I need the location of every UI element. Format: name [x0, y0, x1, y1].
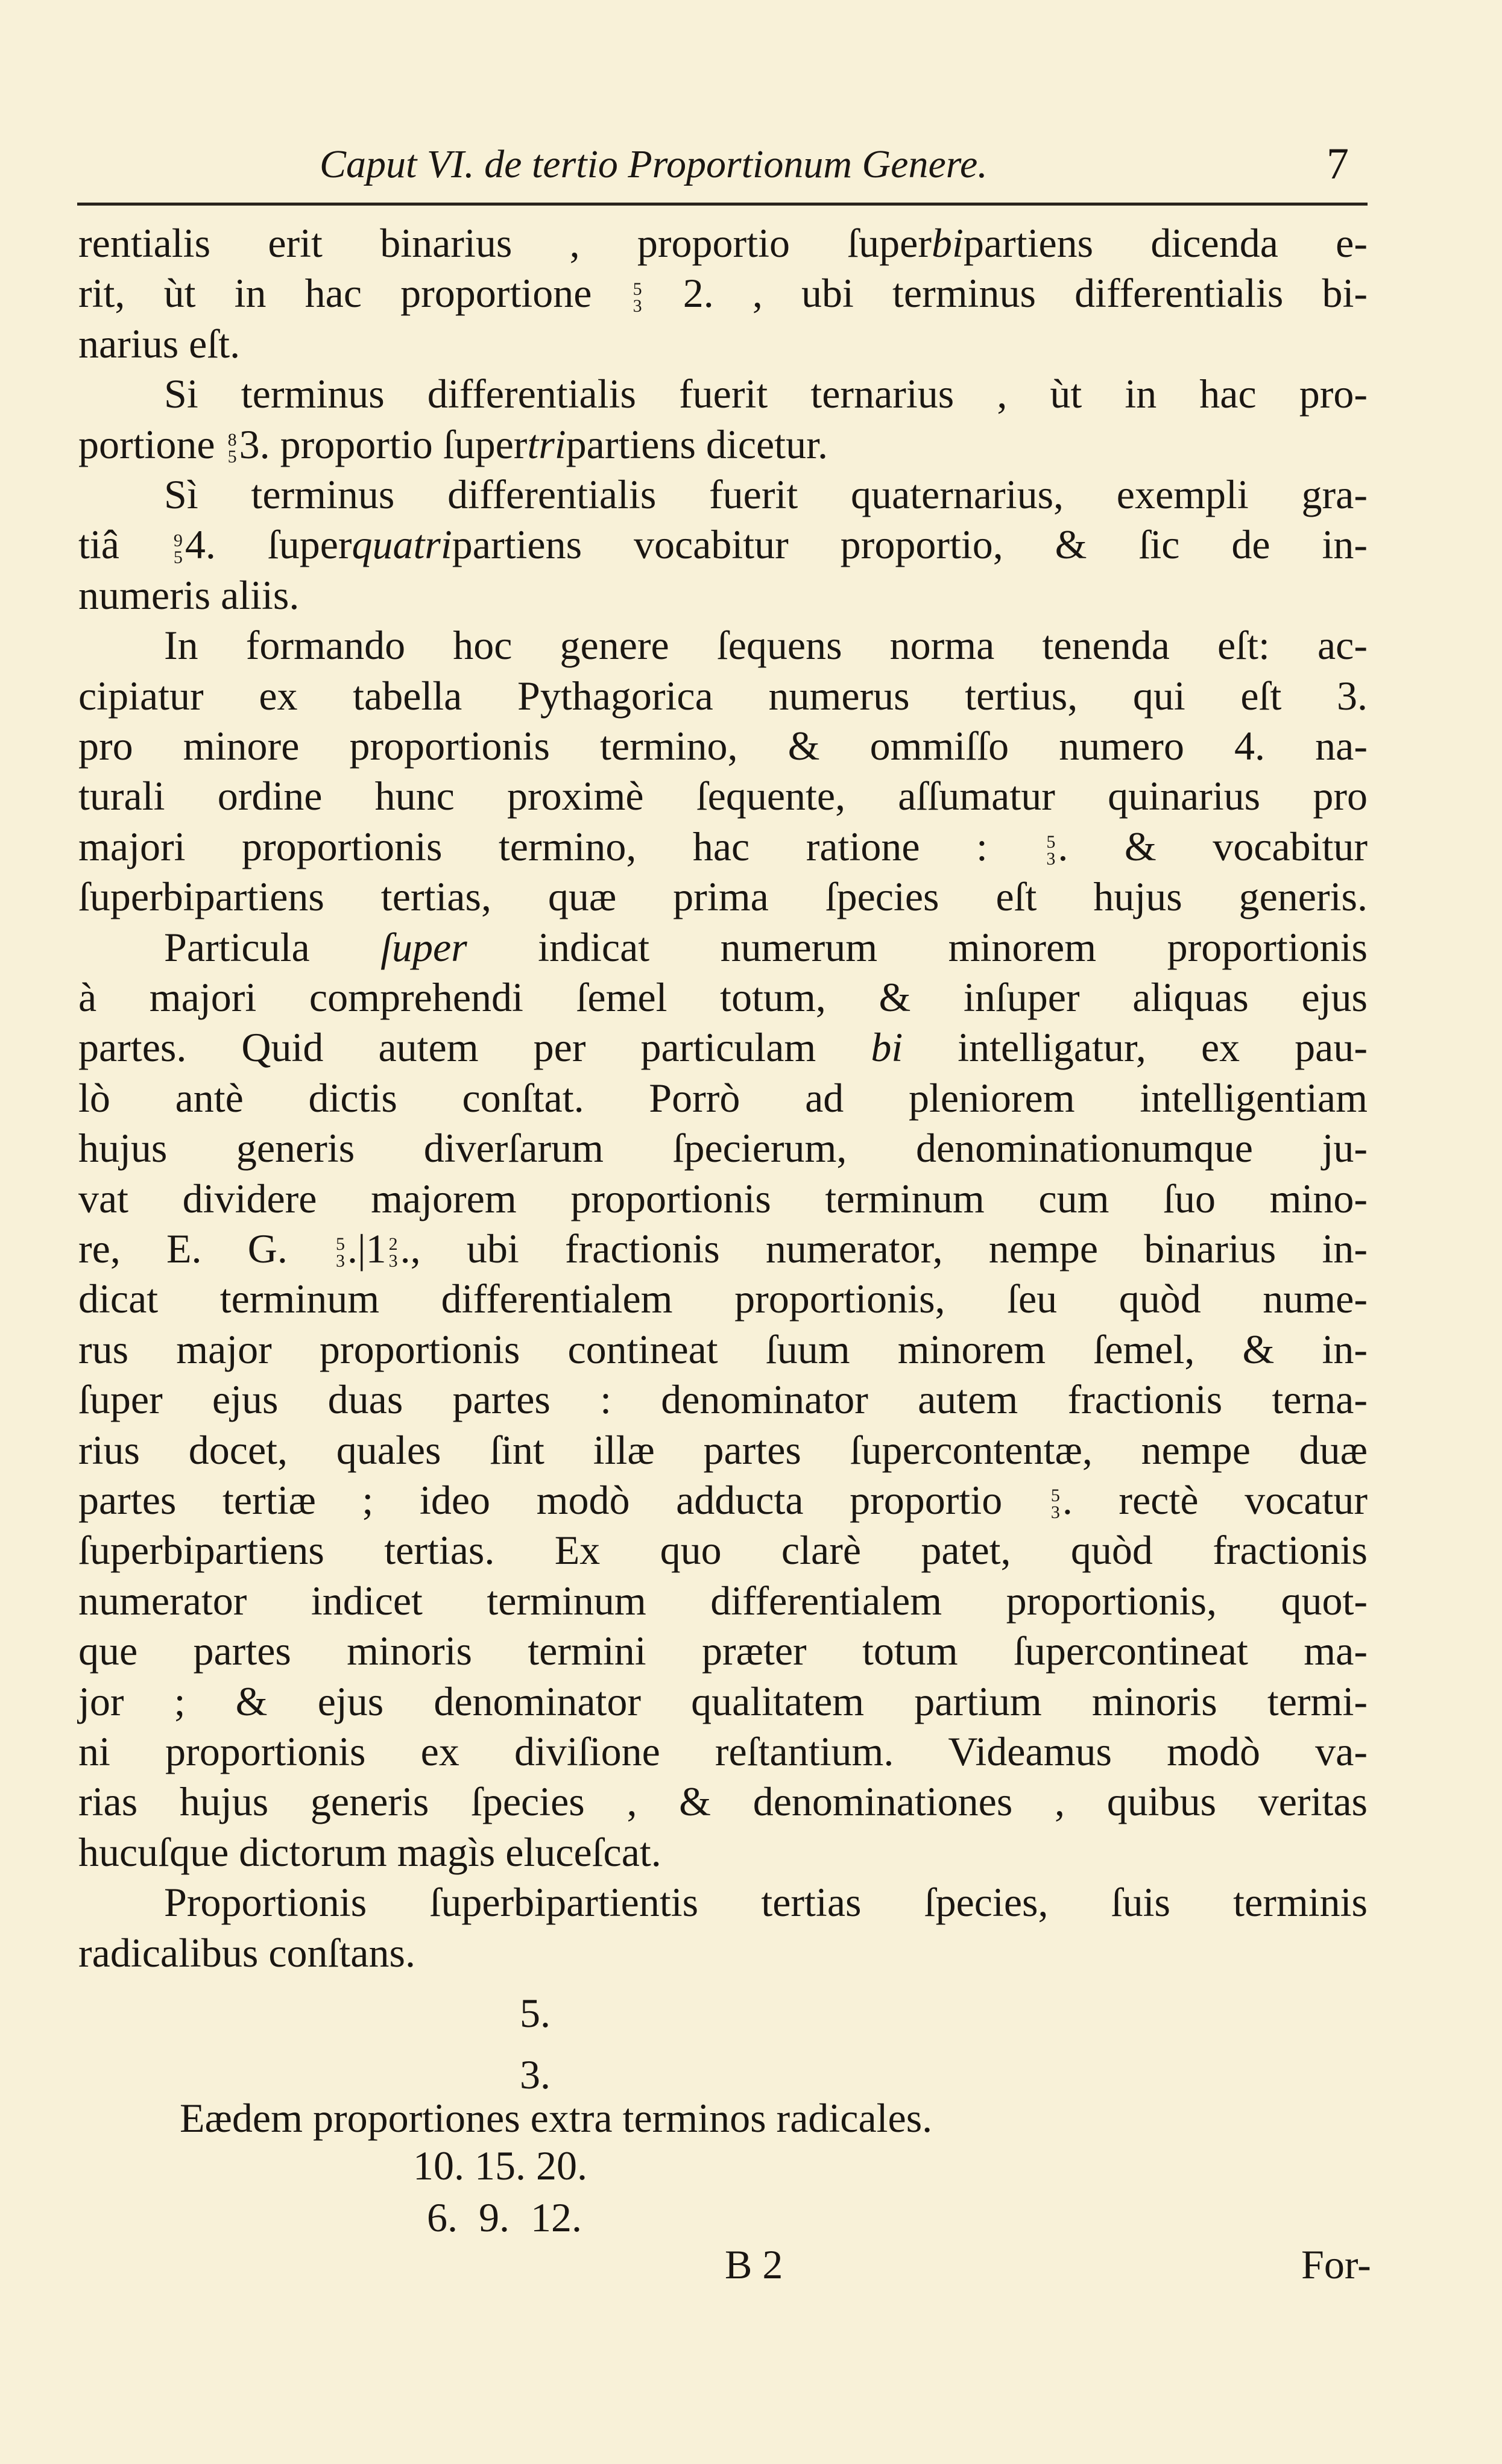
- text-run: partiens dicenda e-: [963, 220, 1368, 266]
- text-run: ſuperbipartiens tertias, quæ prima ſpecies eſt hujus generis.: [78, 874, 1368, 920]
- italic-text: bi: [871, 1024, 903, 1071]
- text-run: intelligatur, ex pau-: [903, 1024, 1368, 1071]
- radical-major-term: 5.: [520, 1990, 551, 2036]
- text-line: [164, 620, 1368, 670]
- text-run: . rectè vocatur: [1062, 1477, 1368, 1523]
- text-run: lò antè dictis conſtat. Porrò ad pleniorem intelligentiam: [78, 1074, 1368, 1121]
- text-line: [78, 218, 1368, 268]
- text-line: [78, 972, 1368, 1022]
- running-title: Caput VI. de tertio Proportionum Genere.: [320, 142, 988, 186]
- text-run: rit, ùt in hac proportione: [78, 270, 631, 317]
- text-run: tiâ: [78, 521, 171, 568]
- text-run: .|1: [347, 1226, 387, 1271]
- text-run: narius eſt.: [78, 320, 241, 367]
- text-line: [78, 570, 1368, 620]
- fraction-denominator: 3: [1050, 1502, 1060, 1523]
- text-run: rentialis erit binarius , proportio ſuper: [78, 220, 932, 266]
- text-run: numerator indicet terminum differentialem proportionis, quot-: [78, 1577, 1368, 1624]
- fraction: [227, 429, 237, 467]
- italic-text: quatri: [352, 521, 452, 568]
- text-line: [78, 1475, 1368, 1525]
- text-run: In formando hoc genere ſequens norma tenenda eſt: ac-: [164, 622, 1368, 669]
- text-line: [78, 1022, 1368, 1073]
- signature-mark: B 2: [725, 2242, 783, 2287]
- text-line: [78, 1073, 1368, 1123]
- text-run: indicat numerum minorem proportionis: [467, 924, 1368, 970]
- text-run: portione: [78, 421, 226, 467]
- text-run: vat dividere majorem proportionis terminum cum ſuo mino-: [78, 1175, 1368, 1221]
- fraction-denominator: 3: [388, 1251, 398, 1271]
- text-line: [78, 1677, 1368, 1727]
- catchword: For-: [1301, 2242, 1371, 2287]
- text-run: radicalibus conſtans.: [78, 1929, 415, 1976]
- text-line: [164, 470, 1368, 520]
- page-number: 7: [1327, 139, 1349, 189]
- text-run: majori proportionis termino, hac ratione :: [78, 823, 1044, 869]
- text-run: hujus generis diverſarum ſpecierum, denominationumque ju-: [78, 1125, 1368, 1171]
- text-run: dicat terminum differentialem proportionis, ſeu quòd nume-: [78, 1276, 1368, 1322]
- text-line: [78, 721, 1368, 771]
- text-line: [78, 319, 1368, 369]
- text-run: hucuſque dictorum magìs eluceſcat.: [78, 1829, 661, 1875]
- fraction-denominator: 3: [1046, 849, 1056, 869]
- text-run: partes tertiæ ; ideo modò adducta proportio: [78, 1477, 1049, 1523]
- text-run: Particula: [164, 924, 381, 970]
- fraction-numerator: 9: [173, 530, 183, 550]
- text-line: [78, 1274, 1368, 1324]
- text-line: [164, 922, 1368, 972]
- text-run: ſuperbipartiens tertias. Ex quo clarè patet, quòd fractionis: [78, 1527, 1368, 1574]
- text-run: partiens vocabitur proportio, & ſic de in-: [452, 521, 1368, 568]
- fraction: [1046, 834, 1055, 868]
- example-row-minor: 6. 9. 12.: [427, 2195, 582, 2240]
- fraction-denominator: 5: [173, 547, 183, 567]
- text-run: rius docet, quales ſint illæ partes ſupercontentæ, nempe duæ: [78, 1426, 1368, 1473]
- text-line: [78, 1928, 1368, 1978]
- text-run: turali ordine hunc proximè ſequente, aſſumatur quinarius pro: [78, 773, 1368, 819]
- text-line: [78, 1827, 1368, 1877]
- example-heading: Eædem proportiones extra terminos radicales.: [180, 2095, 933, 2141]
- italic-text: tri: [527, 421, 566, 467]
- text-line: [78, 671, 1368, 721]
- text-line: [78, 1727, 1368, 1777]
- text-line: [78, 1626, 1368, 1676]
- text-run: . & vocabitur: [1058, 823, 1368, 869]
- fraction: [336, 1236, 345, 1270]
- text-run: rus major proportionis contineat ſuum minorem ſemel, & in-: [78, 1326, 1368, 1372]
- example-row-major: 10. 15. 20.: [413, 2143, 587, 2188]
- text-run: 4. ſuper: [185, 521, 352, 568]
- text-run: 2. , ubi terminus differentialis bi-: [644, 270, 1368, 317]
- fraction: [389, 1236, 398, 1270]
- text-line: [78, 1224, 1368, 1274]
- text-line: [164, 1877, 1368, 1927]
- text-line: [78, 268, 1368, 318]
- text-line: [78, 1777, 1368, 1827]
- text-run: partiens dicetur.: [566, 421, 828, 467]
- text-run: partes. Quid autem per particulam: [78, 1024, 871, 1071]
- text-run: Proportionis ſuperbipartientis tertias ſpecies, ſuis terminis: [164, 1879, 1368, 1926]
- fraction-numerator: 5: [633, 279, 642, 299]
- fraction-denominator: 5: [227, 446, 237, 467]
- radical-minor-term: 3.: [520, 2052, 551, 2097]
- fraction: [633, 281, 642, 315]
- text-run: ſuper ejus duas partes : denominator autem fractionis terna-: [78, 1376, 1368, 1423]
- text-line: [78, 520, 1368, 570]
- text-run: numeris aliis.: [78, 572, 300, 618]
- text-line: [78, 1123, 1368, 1173]
- text-run: jor ; & ejus denominator qualitatem partium minoris termi-: [78, 1678, 1368, 1724]
- text-line: [164, 369, 1368, 419]
- text-line: [78, 1525, 1368, 1575]
- text-run: à majori comprehendi ſemel totum, & inſuper aliquas ejus: [78, 974, 1368, 1020]
- text-line: [78, 1576, 1368, 1626]
- text-line: [78, 822, 1368, 872]
- text-run: Si terminus differentialis fuerit ternarius , ùt in hac pro-: [164, 371, 1368, 417]
- fraction-numerator: 5: [336, 1234, 346, 1255]
- fraction-numerator: 5: [1050, 1486, 1060, 1506]
- text-run: 3. proportio ſuper: [239, 421, 528, 467]
- text-line: [78, 1425, 1368, 1475]
- text-run: rias hujus generis ſpecies , & denominationes , quibus veritas: [78, 1779, 1368, 1825]
- text-line: [78, 420, 1368, 470]
- fraction: [1051, 1487, 1060, 1521]
- header-rule: [77, 203, 1368, 206]
- fraction-numerator: 8: [227, 429, 237, 450]
- text-line: [78, 771, 1368, 821]
- fraction: [174, 532, 183, 566]
- text-line: [78, 1174, 1368, 1224]
- fraction-numerator: 2: [388, 1234, 398, 1255]
- text-run: re, E. G.: [78, 1226, 334, 1271]
- text-run: Sì terminus differentialis fuerit quaternarius, exempli gra-: [164, 471, 1368, 517]
- fraction-denominator: 3: [336, 1251, 346, 1271]
- fraction-denominator: 3: [633, 295, 642, 316]
- text-run: que partes minoris termini præter totum ſupercontineat ma-: [78, 1628, 1368, 1674]
- text-line: [78, 1325, 1368, 1375]
- italic-text: ſuper: [380, 924, 467, 970]
- text-run: ni proportionis ex diviſione reſtantium. Videamus modò va-: [78, 1728, 1368, 1774]
- text-run: cipiatur ex tabella Pythagorica numerus tertius, qui eſt 3.: [78, 672, 1368, 719]
- text-run: pro minore proportionis termino, & ommiſſo numero 4. na-: [78, 723, 1368, 769]
- text-run: ., ubi fractionis numerator, nempe binarius in-: [400, 1226, 1368, 1271]
- italic-text: bi: [931, 220, 964, 266]
- text-line: [78, 872, 1368, 922]
- fraction-numerator: 5: [1046, 832, 1056, 852]
- text-line: [78, 1375, 1368, 1425]
